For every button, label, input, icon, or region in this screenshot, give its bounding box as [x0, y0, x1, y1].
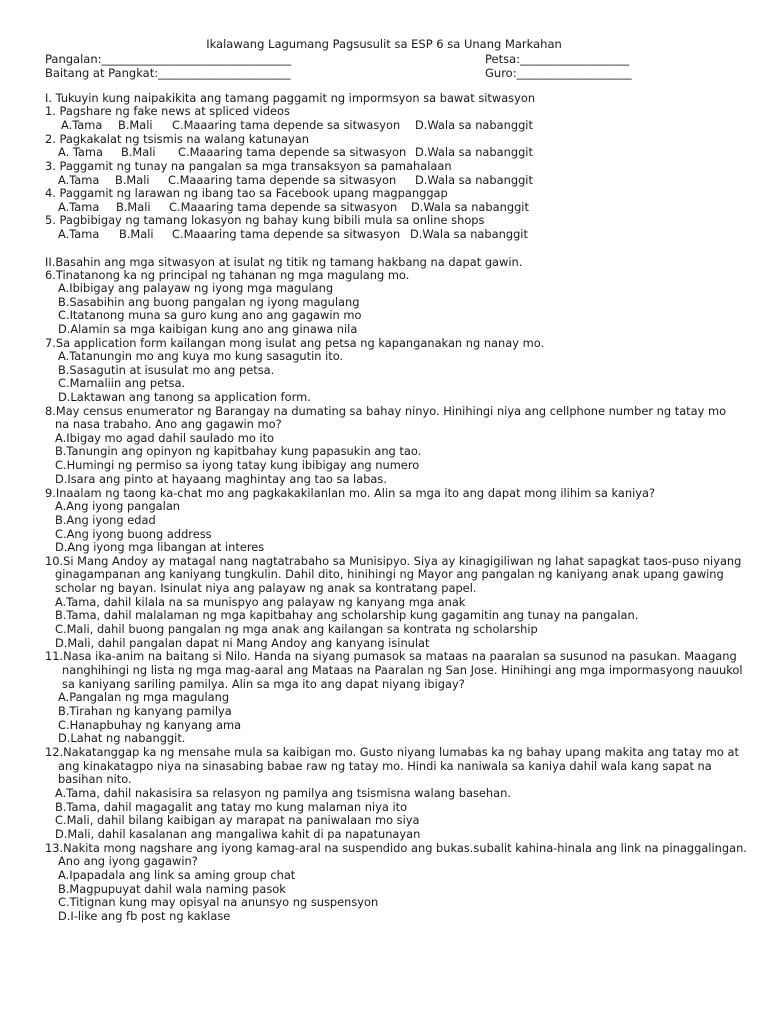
choice-9c: C.Ang iyong buong address	[55, 527, 212, 541]
choice-2c: C.Maaaring tama depende sa sitwasyon	[178, 145, 407, 159]
choice-4d: D.Wala sa nabanggit	[411, 200, 529, 214]
date-field: Petsa:___________________	[485, 52, 630, 66]
choice-1d: D.Wala sa nabanggit	[415, 118, 533, 132]
choice-4a: A.Tama	[58, 200, 100, 214]
choice-10a: A.Tama, dahil kilala na sa munispyo ang palayaw ng kanyang mga anak	[55, 595, 466, 609]
question-12-line-1: 12.Nakatanggap ka ng mensahe mula sa kaibigan mo. Gusto niyang lumabas ka ng bahay upang makita ang tatay mo at	[45, 745, 739, 759]
choice-11c: C.Hanapbuhay ng kanyang ama	[58, 718, 242, 732]
choice-7d: D.Laktawan ang tanong sa application form.	[58, 390, 311, 404]
choice-5d: D.Wala sa nabanggit	[410, 227, 528, 241]
choice-3b: B.Mali	[115, 173, 150, 187]
question-12-line-2: ang kinakatagpo niya na sinasabing babae raw ng tatay mo. Hindi ka naniwala sa kaniya dahil wala kang sapat na	[58, 759, 712, 773]
choice-6b: B.Sasabihin ang buong pangalan ng iyong magulang	[58, 295, 360, 309]
part2-instruction: II.Basahin ang mga sitwasyon at isulat ng titik ng tamang hakbang na dapat gawin.	[45, 255, 523, 269]
choice-7c: C.Mamaliin ang petsa.	[58, 376, 186, 390]
question-4: 4. Paggamit ng larawan ng ibang tao sa Facebook upang magpanggap	[45, 186, 448, 200]
question-9: 9.Inaalam ng taong ka-chat mo ang pagkakakilanlan mo. Alin sa mga ito ang dapat mong ilihim sa kaniya?	[45, 486, 655, 500]
question-10-line-2: ginagampanan ang kaniyang tungkulin. Dahil dito, hinihingi ng Mayor ang pangalan ng kaniyang anak upang gawing	[55, 567, 724, 581]
choice-7a: A.Tatanungin mo ang kuya mo kung sasagutin ito.	[58, 349, 344, 363]
choice-3c: C.Maaaring tama depende sa sitwasyon	[168, 173, 397, 187]
choice-1a: A.Tama	[61, 118, 103, 132]
choice-4b: B.Mali	[116, 200, 151, 214]
question-11-line-2: nanghihingi ng lista ng mga mag-aaral ang Mataas na Paaralan ng San Jose. Hinihingi ang mga impormasyong nauukol	[62, 663, 743, 677]
choice-9d: D.Ang iyong mga libangan at interes	[55, 540, 265, 554]
question-8-line-2: na nasa trabaho. Ano ang gagawin mo?	[55, 417, 282, 431]
choice-2b: B.Mali	[121, 145, 156, 159]
choice-9b: B.Ang iyong edad	[55, 513, 156, 527]
question-10-line-3: scholar ng bayan. Isinulat niya ang palayaw ng anak sa kontratang papel.	[55, 581, 477, 595]
choice-12b: B.Tama, dahil magagalit ang tatay mo kung malaman niya ito	[55, 800, 408, 814]
choice-13a: A.Ipapadala ang link sa aming group chat	[58, 868, 296, 882]
choice-13d: D.I-like ang fb post ng kaklase	[58, 909, 231, 923]
choice-1b: B.Mali	[118, 118, 153, 132]
question-13-line-2: Ano ang iyong gagawin?	[58, 854, 198, 868]
choice-12a: A.Tama, dahil nakasisira sa relasyon ng pamilya ang tsismisna walang basehan.	[55, 786, 511, 800]
choice-6d: D.Alamin sa mga kaibigan kung ano ang ginawa nila	[58, 322, 358, 336]
question-8-line-1: 8.May census enumerator ng Barangay na dumating sa bahay ninyo. Hinihingi niya ang cellphone number ng tatay mo	[45, 404, 727, 418]
choice-2a: A. Tama	[58, 145, 103, 159]
teacher-field: Guro:____________________	[485, 66, 632, 80]
question-1: 1. Pagshare ng fake news at spliced videos	[45, 104, 290, 118]
question-5: 5. Pagbibigay ng tamang lokasyon ng bahay kung bibili mula sa online shops	[45, 213, 485, 227]
choice-7b: B.Sasagutin at isusulat mo ang petsa.	[58, 363, 275, 377]
choice-5b: B.Mali	[119, 227, 154, 241]
choice-8a: A.Ibigay mo agad dahil saulado mo ito	[55, 431, 275, 445]
question-11-line-1: 11.Nasa ika-anim na baitang si Nilo. Handa na siyang pumasok sa mataas na paaralan sa susunod na pasukan. Maagang	[45, 649, 737, 663]
choice-10b: B.Tama, dahil malalaman ng mga kapitbahay ang scholarship kung gagamitin ang tunay na pangalan.	[55, 608, 639, 622]
choice-6a: A.Ibibigay ang palayaw ng iyong mga magulang	[58, 281, 334, 295]
choice-1c: C.Maaaring tama depende sa sitwasyon	[172, 118, 401, 132]
question-12-line-3: basihan nito.	[58, 772, 132, 786]
choice-8c: C.Humingi ng permiso sa iyong tatay kung ibibigay ang numero	[55, 458, 420, 472]
choice-11b: B.Tirahan ng kanyang pamilya	[58, 704, 232, 718]
choice-12c: C.Mali, dahil bilang kaibigan ay marapat na paniwalaan mo siya	[55, 813, 420, 827]
choice-13c: C.Titignan kung may opisyal na anunsyo ng suspensyon	[58, 895, 379, 909]
choice-2d: D.Wala sa nabanggit	[415, 145, 533, 159]
choice-5a: A.Tama	[58, 227, 100, 241]
question-7: 7.Sa application form kailangan mong isulat ang petsa ng kapanganakan ng nanay mo.	[45, 336, 545, 350]
choice-11d: D.Lahat ng nabanggit.	[58, 731, 186, 745]
grade-section-field: Baitang at Pangkat:_______________________	[45, 66, 291, 80]
choice-12d: D.Mali, dahil kasalanan ang mangaliwa kahit di pa napatunayan	[55, 827, 421, 841]
part1-instruction: I. Tukuyin kung naipakikita ang tamang paggamit ng impormsyon sa bawat sitwasyon	[45, 91, 536, 105]
question-13-line-1: 13.Nakita mong nagshare ang iyong kamag-aral na suspendido ang bukas.subalit kahina-hinala ang link na pinaggalingan.	[45, 841, 747, 855]
name-field: Pangalan:_________________________________	[45, 52, 292, 66]
choice-4c: C.Maaaring tama depende sa sitwasyon	[169, 200, 398, 214]
choice-5c: C.Maaaring tama depende sa sitwasyon	[172, 227, 401, 241]
choice-3a: A.Tama	[58, 173, 100, 187]
choice-9a: A.Ang iyong pangalan	[55, 499, 181, 513]
question-2: 2. Pagkakalat ng tsismis na walang katunayan	[45, 132, 309, 146]
choice-11a: A.Pangalan ng mga magulang	[58, 690, 230, 704]
question-11-line-3: sa kaniyang sariling pamilya. Alin sa mga ito ang dapat niyang ibigay?	[62, 677, 465, 691]
choice-10d: D.Mali, dahil pangalan dapat ni Mang Andoy ang kanyang isinulat	[55, 636, 430, 650]
question-3: 3. Paggamit ng tunay na pangalan sa mga transaksyon sa pamahalaan	[45, 159, 452, 173]
choice-8b: B.Tanungin ang opinyon ng kapitbahay kung papasukin ang tao.	[55, 444, 422, 458]
choice-6c: C.Itatanong muna sa guro kung ano ang gagawin mo	[58, 308, 362, 322]
choice-8d: D.Isara ang pinto at hayaang maghintay ang tao sa labas.	[55, 472, 387, 486]
choice-13b: B.Magpupuyat dahil wala naming pasok	[58, 882, 286, 896]
question-6: 6.Tinatanong ka ng principal ng tahanan ng mga magulang mo.	[45, 268, 410, 282]
question-10-line-1: 10.Si Mang Andoy ay matagal nang nagtatrabaho sa Munisipyo. Siya ay kinagigiliwan ng lahat sapagkat taos-puso niyang	[45, 554, 742, 568]
choice-3d: D.Wala sa nabanggit	[415, 173, 533, 187]
choice-10c: C.Mali, dahil buong pangalan ng mga anak ang kailangan sa kontrata ng scholarship	[55, 622, 538, 636]
exam-title: Ikalawang Lagumang Pagsusulit sa ESP 6 sa Unang Markahan	[206, 37, 562, 51]
